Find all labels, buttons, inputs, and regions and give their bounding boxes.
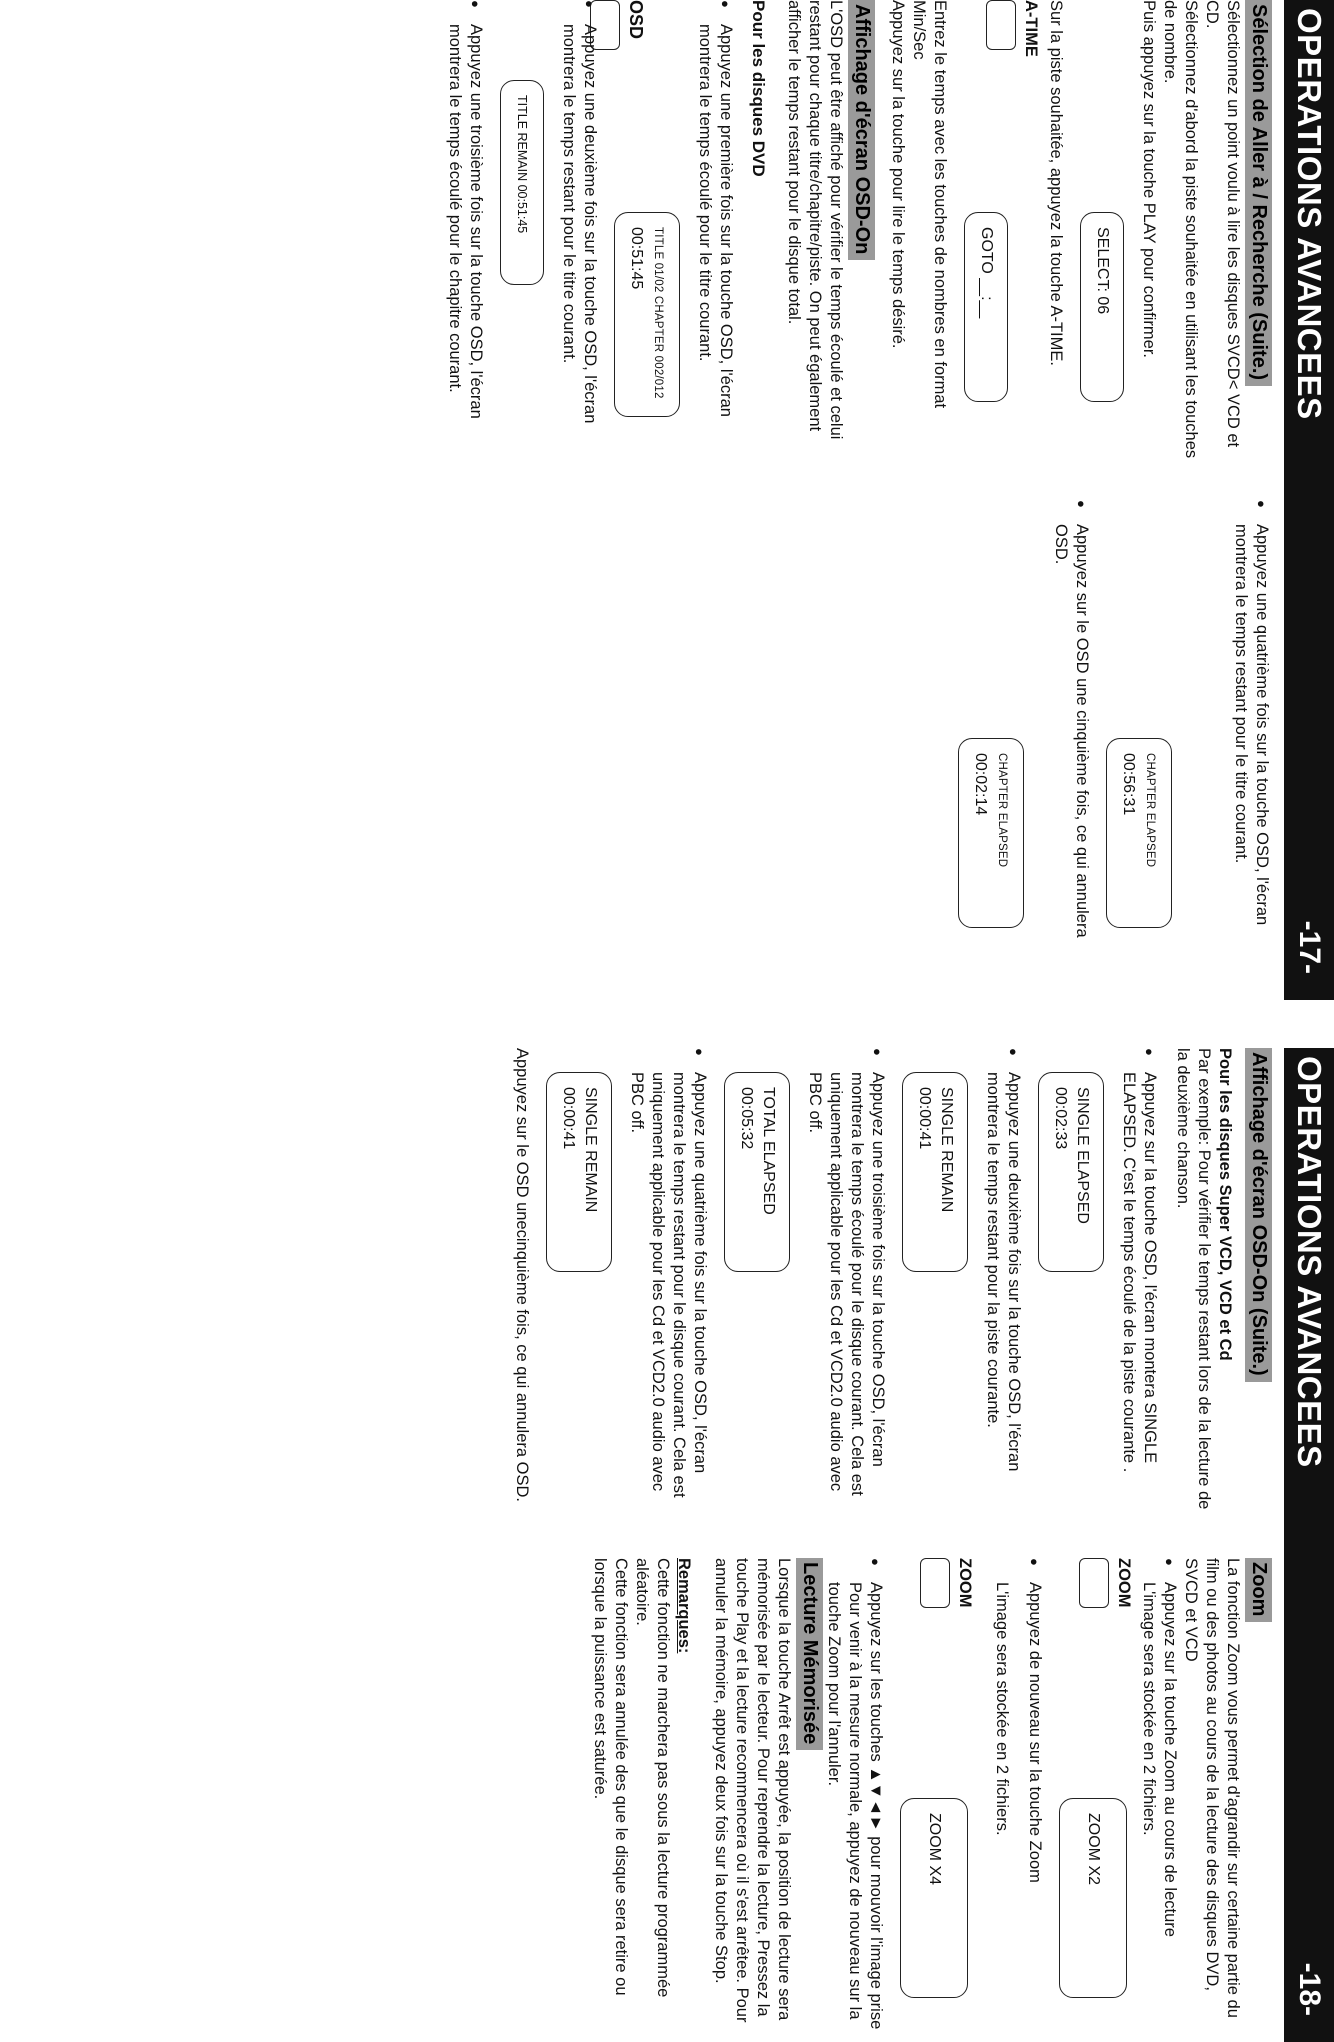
goto-display-box xyxy=(964,212,1008,402)
osd-suite-display-box-3 xyxy=(724,1072,790,1272)
osd-suite-display-2-line-2: 00:00:41 xyxy=(916,1087,933,1150)
zoom-bullet-1 xyxy=(1159,1558,1180,2038)
osd-suite-display-1-line-1: SINGLE ELAPSED xyxy=(1074,1087,1091,1224)
osd-bullet-4-text: Appuyez une quatrième fois sur la touche OSD, l'écran montrera le temps restant pour le titre courant. xyxy=(1232,524,1271,926)
remark-2: Cette fonction sera annulée des que le disque sera retire ou lorsque la puissance est saturée. xyxy=(591,1558,630,1996)
goto-heading: Sélection de Aller à / Recherche (Suite.) xyxy=(1245,0,1272,386)
page-17-column-right xyxy=(944,500,1272,980)
osd-display-4-line-2: 00:02:14 xyxy=(972,753,989,816)
goto-paragraph-5: Entrez le temps avec les touches de nombres en format Min/Sec xyxy=(910,0,949,409)
page-17 xyxy=(0,0,1334,1000)
osd-suite-display-4-line-1: SINGLE REMAIN xyxy=(582,1087,599,1213)
zoom-display-box-2 xyxy=(900,1798,968,1998)
zoom-bullet-1-text: Appuyez sur la touche Zoom au cours de lecture xyxy=(1161,1582,1179,1937)
zoom-bullet-2-text: Appuyez de nouveau sur la touche Zoom xyxy=(1026,1582,1044,1883)
osd-bullet-2 xyxy=(558,0,600,460)
zoom-key-icon-1 xyxy=(1079,1558,1109,1608)
osd-suite-bullet-3-text: Appuyez une troisième fois sur la touche OSD, l'écran montrera le temps écoulé pour le disque courant. Cela est uniquement applicable pour les Cd et VCD2.0 audio avec PBC off. xyxy=(806,1072,887,1496)
zoom-heading: Zoom xyxy=(1245,1558,1272,1622)
atime-key-icon xyxy=(986,0,1016,50)
osd-suite-bullet-1 xyxy=(1118,1048,1160,1518)
zoom-display-1-text: ZOOM X2 xyxy=(1085,1813,1102,1886)
osd-display-3-line-2: 00:56:31 xyxy=(1120,753,1137,816)
osd-display-4-line-1: CHAPTER ELAPSED xyxy=(996,753,1008,868)
select-display-box xyxy=(1080,212,1124,402)
osd-suite-display-box-1 xyxy=(1038,1072,1104,1272)
osd-display-3-line-1: CHAPTER ELAPSED xyxy=(1144,753,1156,868)
memoire-heading: Lecture Mémorisée xyxy=(796,1558,823,1750)
zoom-key-icon-2 xyxy=(920,1558,950,1608)
osd-display-2-line-1: TITLE REMAIN 00:51:45 xyxy=(515,95,529,234)
osd-suite-display-1-line-2: 00:02:33 xyxy=(1052,1087,1069,1150)
osd-suite-bullet-2-text: Appuyez une deuxième fois sur la touche OSD, l'écran montrera le temps restant pour la piste courante. xyxy=(984,1072,1023,1472)
osd-suite-display-4-line-2: 00:00:41 xyxy=(560,1087,577,1150)
osd-bullet-1-text: Appuyez une première fois sur la touche OSD, l'écran montrera le temps écoulé pour le titre courant. xyxy=(696,24,735,417)
zoom-paragraph-2: L'image sera stockée en 2 fichiers. xyxy=(1140,1582,1158,1836)
goto-paragraph-2: Sélectionnez d'abord la piste souhaitée en utilisant les touches de nombre. xyxy=(1161,0,1200,459)
goto-paragraph-1: Sélectionnez un point voulu à lire les disques SVCD< VCD et CD. xyxy=(1203,0,1242,448)
osd-bullet-3 xyxy=(444,0,486,460)
page-18 xyxy=(0,1048,1334,2042)
zoom-bullet-3 xyxy=(865,1558,886,2038)
page-17-number: -17- xyxy=(1293,920,1326,974)
zoom-key-label-1: ZOOM xyxy=(1115,1558,1133,1608)
page-17-column-left xyxy=(444,0,1272,460)
goto-paragraph-6: Appuyez sur la touche pour lire le temps désiré. xyxy=(889,0,907,349)
page-17-header xyxy=(1284,0,1334,1000)
page-18-column-right xyxy=(589,1558,1272,2038)
osd-suite-paragraph-end: Appuyez sur le OSD unecinquième fois, ce qui annulera OSD. xyxy=(513,1048,531,1502)
zoom-bullet-3-text: Appuyez sur les touches ▲▼◄► pour mouvoir l'image prise xyxy=(867,1582,885,2030)
page-18-number: -18- xyxy=(1293,1962,1326,2016)
osd-suite-display-2-line-1: SINGLE REMAIN xyxy=(938,1087,955,1213)
goto-display-text: GOTO __:__ xyxy=(978,227,995,319)
zoom-key-label-2: ZOOM xyxy=(956,1558,974,1608)
osd-suite-display-3-line-1: TOTAL ELAPSED xyxy=(760,1087,777,1215)
memoire-paragraph-1: Lorsque la touche Arrêt est appuyée, la position de lecture sera mémorisée par le lecteur. Pour reprendre la lecture, Pressez la touche Play et la lecture recommencera où il s'est arrêtee. Pour annuler la mémoire, appuyez deux fois sur la touche Stop. xyxy=(712,1558,793,2023)
osd-suite-display-3-line-2: 00:05:32 xyxy=(738,1087,755,1150)
osd-display-box-4 xyxy=(958,738,1024,928)
zoom-bullet-2 xyxy=(1024,1558,1045,2038)
osd-suite-paragraph-1: Par exemple: Pour vérifier le temps restant lors de la lecture de la deuxième chanson. xyxy=(1174,1048,1213,1510)
goto-paragraph-3: Puis appuyez sur la touche PLAY pour confirmer. xyxy=(1140,0,1158,359)
osd-display-box-3 xyxy=(1106,738,1172,928)
osd-bullet-5 xyxy=(1050,500,1092,980)
osd-suite-bullet-4 xyxy=(626,1048,710,1518)
osd-display-box-1 xyxy=(614,212,680,417)
remarks-label: Remarques: xyxy=(675,1558,693,1654)
select-display-text: SELECT: 06 xyxy=(1094,227,1111,315)
page-17-title: OPERATIONS AVANCEES xyxy=(1291,8,1328,420)
osd-display-box-2 xyxy=(500,80,544,285)
osd-key-label: OSD xyxy=(626,0,646,40)
osd-suite-bullet-3 xyxy=(804,1048,888,1518)
osd-bullet-5-text: Appuyez sur le OSD une cinquième fois, ce qui annulera OSD. xyxy=(1052,524,1091,938)
osd-display-1-line-2: 00:51:45 xyxy=(628,227,645,290)
osd-bullet-1 xyxy=(694,0,736,460)
dvd-label: Pour les disques DVD xyxy=(749,0,768,177)
zoom-paragraph-3: L'image sera stockée en 2 fichiers. xyxy=(993,1582,1011,1836)
atime-label: A-TIME xyxy=(1022,0,1040,57)
osd-bullet-3-text: Appuyez une troisième fois sur la touche OSD, l'écran montrera le temps écoulé pour le chapitre courant. xyxy=(446,24,485,419)
osd-suite-display-box-2 xyxy=(902,1072,968,1272)
page-18-header xyxy=(1284,1048,1334,2042)
osd-suite-heading: Affichage d'écran OSD-On (Suite.) xyxy=(1245,1048,1272,1382)
osd-suite-display-box-4 xyxy=(546,1072,612,1272)
osd-bullet-2-text: Appuyez une deuxième fois sur la touche OSD, l'écran montrera le temps restant pour le titre courant. xyxy=(560,24,599,424)
zoom-paragraph-4: Pour venir à la mesure normale, appuyez de nouveau sur la touche Zoom pour l'annuler. xyxy=(825,1582,864,2020)
osd-heading: Affichage d'écran OSD-On xyxy=(848,0,875,260)
page-18-column-left xyxy=(511,1048,1272,1518)
svcd-label: Pour les disques Super VCD, VCD et Cd xyxy=(1216,1048,1234,1361)
zoom-display-2-text: ZOOM X4 xyxy=(926,1813,943,1886)
page-18-title: OPERATIONS AVANCEES xyxy=(1291,1056,1328,1468)
osd-display-1-line-1: TITLE 01/02 CHAPTER 002/012 xyxy=(652,227,664,399)
osd-paragraph-1: L'OSD peut être affiché pour vérifier le temps écoulé et celui restant pour chaque titre/chapitre/piste. On peut également afficher le temps restant pour le disque total. xyxy=(785,0,845,440)
zoom-display-box-1 xyxy=(1059,1798,1127,1998)
osd-suite-bullet-1-text: Appuyez sur la touche OSD, l'écran montera SINGLE ELAPSED. C'est le temps écoulé de la piste courante . xyxy=(1120,1072,1159,1473)
goto-paragraph-4: Sur la piste souhaitée, appuyez la touche A-TIME. xyxy=(1047,0,1065,366)
zoom-paragraph-1: La fonction Zoom vous permet d'agrandir sur certaine partie du film ou des photos au cours de la lecture des disques DVD, SVCD et VCD xyxy=(1182,1558,1242,2018)
osd-suite-bullet-2 xyxy=(982,1048,1024,1518)
osd-suite-bullet-4-text: Appuyez une quatrième fois sur la touche OSD, l'écran montrera le temps restant pour le disque courant. Cela est uniquement applicable pour les Cd et VCD2.0 audio avec PBC off. xyxy=(628,1072,709,1498)
osd-bullet-4 xyxy=(1230,500,1272,980)
remark-1: Cette fonction ne marchera pas sous la lecture programmée aléatoire. xyxy=(633,1558,672,1998)
